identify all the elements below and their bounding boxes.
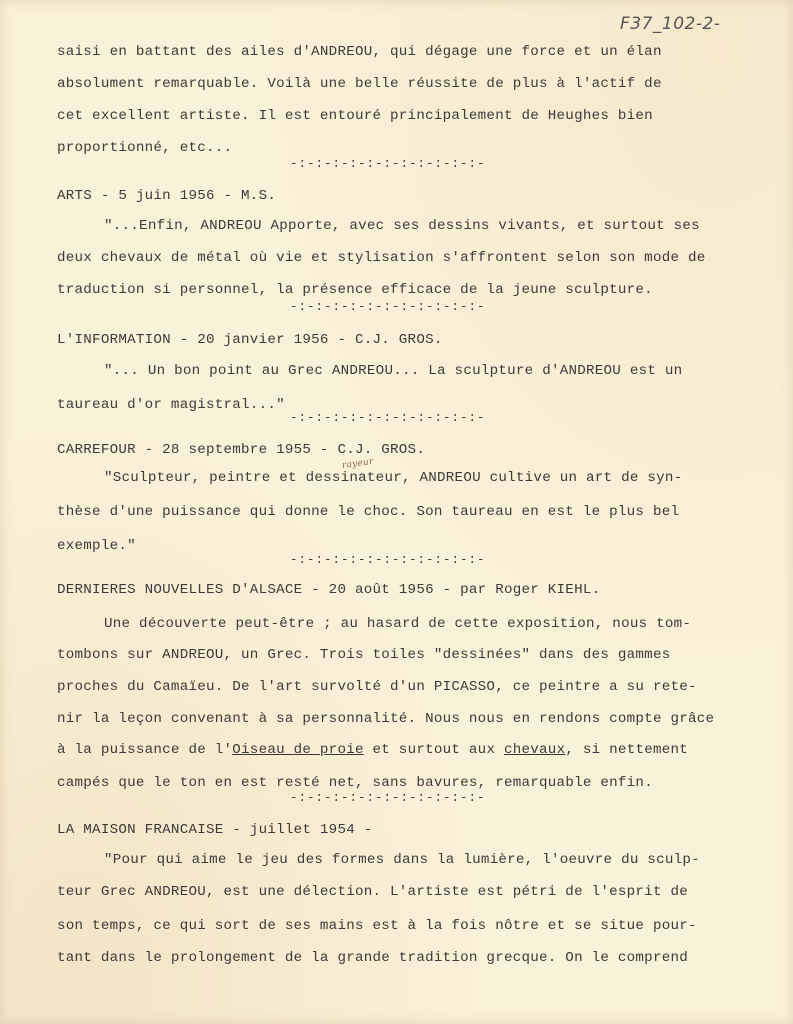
separator: -:-:-:-:-:-:-:-:-:-:-:- xyxy=(290,157,486,171)
text-line: Une découverte peut-être ; au hasard de cette exposition, nous tom- xyxy=(104,616,692,632)
text-line: cet excellent artiste. Il est entouré principalement de Heughes bien xyxy=(57,108,653,124)
text-line: thèse d'une puissance qui donne le choc. Son taureau en est le plus bel xyxy=(57,504,680,520)
source-heading: LA MAISON FRANCAISE - juillet 1954 - xyxy=(57,822,373,838)
text-line: "Pour qui aime le jeu des formes dans la lumière, l'oeuvre du sculp- xyxy=(104,852,700,868)
text-line: proportionné, etc... xyxy=(57,140,233,156)
text-line: exemple." xyxy=(57,538,136,554)
text-line: proches du Camaïeu. De l'art survolté d'un PICASSO, ce peintre a su rete- xyxy=(57,679,697,695)
struck-word: resté xyxy=(276,775,320,791)
underlined-title: Oiseau de proie xyxy=(232,742,364,758)
text-line: taureau d'or magistral..." xyxy=(57,397,285,413)
text-line: son temps, ce qui sort de ses mains est à la fois nôtre et se situe pour- xyxy=(57,918,697,934)
text-line: "... Un bon point au Grec ANDREOU... La sculpture d'ANDREOU est un xyxy=(104,363,683,379)
text-segment: , si nettement xyxy=(565,742,689,758)
text-line: tombons sur ANDREOU, un Grec. Trois toiles "dessinées" dans des gammes xyxy=(57,647,671,663)
underlined-title: chevaux xyxy=(503,742,566,758)
separator: -:-:-:-:-:-:-:-:-:-:-:- xyxy=(290,553,486,567)
separator: -:-:-:-:-:-:-:-:-:-:-:- xyxy=(290,791,486,805)
text-line-composite xyxy=(57,742,688,758)
text-line: deux chevaux de métal où vie et stylisation s'affrontent selon son mode de xyxy=(57,250,706,266)
source-heading: DERNIERES NOUVELLES D'ALSACE - 20 août 1956 - par Roger KIEHL. xyxy=(57,582,601,598)
source-heading: L'INFORMATION - 20 janvier 1956 - C.J. GROS. xyxy=(57,332,443,348)
separator: -:-:-:-:-:-:-:-:-:-:-:- xyxy=(290,300,486,314)
text-line: teur Grec ANDREOU, est une délection. L'artiste est pétri de l'esprit de xyxy=(57,884,688,900)
text-segment: net, sans bavures, remarquable enfin. xyxy=(319,775,653,791)
text-line: nir la leçon convenant à sa personnalité. Nous nous en rendons compte grâce xyxy=(57,711,715,727)
text-line: absolument remarquable. Voilà une belle réussite de plus à l'actif de xyxy=(57,76,662,92)
text-line-composite xyxy=(57,775,653,791)
text-line: "...Enfin, ANDREOU Apporte, avec ses dessins vivants, et surtout ses xyxy=(104,218,700,234)
text-segment: et surtout aux xyxy=(363,742,504,758)
archive-reference: F37_102-2- xyxy=(620,14,721,34)
text-line: "Sculpteur, peintre et dessinateur, ANDREOU cultive un art de syn- xyxy=(104,470,683,486)
handwritten-annotation: rayeur xyxy=(341,456,375,472)
separator: -:-:-:-:-:-:-:-:-:-:-:- xyxy=(290,411,486,425)
text-line: traduction si personnel, la présence efficace de la jeune sculpture. xyxy=(57,282,653,298)
source-heading: CARREFOUR - 28 septembre 1955 - C.J. GROS. xyxy=(57,442,426,458)
text-segment: à la puissance de l' xyxy=(57,742,233,758)
text-line: tant dans le prolongement de la grande tradition grecque. On le comprend xyxy=(57,950,688,966)
text-line: saisi en battant des ailes d'ANDREOU, qui dégage une force et un élan xyxy=(57,44,662,60)
source-heading: ARTS - 5 juin 1956 - M.S. xyxy=(57,188,277,204)
text-segment: campés que le ton en est xyxy=(57,775,277,791)
